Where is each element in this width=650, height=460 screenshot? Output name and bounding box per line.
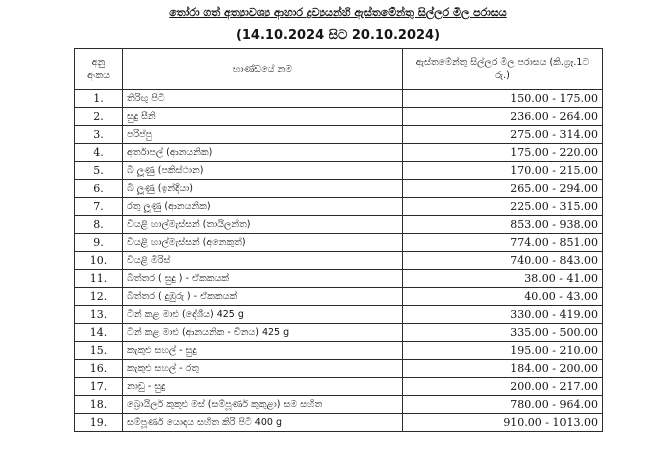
header-serial-number: අනු අංකය xyxy=(75,49,123,90)
table-row xyxy=(75,414,603,432)
item-name: පරිප්පු xyxy=(123,126,403,144)
item-name: සුදු සීනි xyxy=(123,108,403,126)
item-name: බිත්තර ( දුඹුරු ) - ඒකකයක් xyxy=(123,288,403,306)
table-row xyxy=(75,378,603,396)
table-row xyxy=(75,162,603,180)
price-range: 184.00 - 200.00 xyxy=(403,360,603,378)
price-range: 195.00 - 210.00 xyxy=(403,342,603,360)
serial-number: 11. xyxy=(75,270,123,288)
serial-number: 1. xyxy=(75,90,123,108)
price-range: 40.00 - 43.00 xyxy=(403,288,603,306)
serial-number: 12. xyxy=(75,288,123,306)
price-range: 175.00 - 220.00 xyxy=(403,144,603,162)
price-range: 170.00 - 215.00 xyxy=(403,162,603,180)
item-name: රතු ලූණු (ආනයනික) xyxy=(123,198,403,216)
table-header xyxy=(75,49,603,90)
price-range: 774.00 - 851.00 xyxy=(403,234,603,252)
item-name: ටින් කළ මාළු (ආනයනික - චීනය) 425 g xyxy=(123,324,403,342)
table-row xyxy=(75,234,603,252)
price-range: 740.00 - 843.00 xyxy=(403,252,603,270)
serial-number: 17. xyxy=(75,378,123,396)
table-row xyxy=(75,180,603,198)
price-range: 335.00 - 500.00 xyxy=(403,324,603,342)
table-row xyxy=(75,90,603,108)
item-name: නාඩු - සුදු xyxy=(123,378,403,396)
date-period: (14.10.2024 සිට 20.10.2024) xyxy=(235,28,441,43)
price-table xyxy=(74,48,603,432)
item-name: බිත්තර ( සුදු ) - ඒකකයක් xyxy=(123,270,403,288)
table-row xyxy=(75,270,603,288)
header-price-range: ඇස්තමේන්තු සිල්ලර මිල පරාසය (කි.ග්‍රෑ.1ට රු.) xyxy=(403,49,603,90)
serial-number: 16. xyxy=(75,360,123,378)
price-range: 910.00 - 1013.00 xyxy=(403,414,603,432)
table-body xyxy=(75,90,603,432)
price-range: 780.00 - 964.00 xyxy=(403,396,603,414)
table-row xyxy=(75,216,603,234)
table-row xyxy=(75,252,603,270)
price-range: 330.00 - 419.00 xyxy=(403,306,603,324)
serial-number: 6. xyxy=(75,180,123,198)
item-name: බ්‍රොයිලර් කුකුළු මස් (සම්පූර්ණ කුකුළා) සම සහිත xyxy=(123,396,403,414)
header-row xyxy=(75,49,603,90)
table-row xyxy=(75,288,603,306)
document-title: තෝරා ගත් අත්‍යාවශ්‍ය ආහාර ද්‍රව්‍යයන්හි ඇස්තමේන්තු සිල්ලර මිල පරාසය xyxy=(169,6,507,19)
serial-number: 7. xyxy=(75,198,123,216)
header-item-name: භාණ්ඩයේ නම xyxy=(123,49,403,90)
serial-number: 3. xyxy=(75,126,123,144)
price-range: 38.00 - 41.00 xyxy=(403,270,603,288)
price-range: 853.00 - 938.00 xyxy=(403,216,603,234)
item-name: බී ලූණු (ඉන්දියා) xyxy=(123,180,403,198)
table-row xyxy=(75,342,603,360)
table-row xyxy=(75,126,603,144)
price-range: 225.00 - 315.00 xyxy=(403,198,603,216)
serial-number: 15. xyxy=(75,342,123,360)
item-name: අර්තාපල් (ආනයනික) xyxy=(123,144,403,162)
serial-number: 14. xyxy=(75,324,123,342)
table-row xyxy=(75,324,603,342)
table-row xyxy=(75,360,603,378)
item-name: වියළි මිරිස් xyxy=(123,252,403,270)
item-name: වියළි හාල්මැස්සන් (තායිලන්ත) xyxy=(123,216,403,234)
serial-number: 5. xyxy=(75,162,123,180)
item-name: තිරිඟු පිටි xyxy=(123,90,403,108)
serial-number: 9. xyxy=(75,234,123,252)
table-row xyxy=(75,306,603,324)
item-name: කැකුළු සහල් - රතු xyxy=(123,360,403,378)
price-range: 236.00 - 264.00 xyxy=(403,108,603,126)
price-range: 275.00 - 314.00 xyxy=(403,126,603,144)
price-range: 200.00 - 217.00 xyxy=(403,378,603,396)
item-name: සම්පූර්ණ යොදය සහිත කිරි පිටි 400 g xyxy=(123,414,403,432)
item-name: බී ලූණු (පකිස්ථාන) xyxy=(123,162,403,180)
serial-number: 8. xyxy=(75,216,123,234)
item-name: ටින් කළ මාළු (දේශීය) 425 g xyxy=(123,306,403,324)
table-row xyxy=(75,396,603,414)
table-row xyxy=(75,144,603,162)
table-row xyxy=(75,108,603,126)
serial-number: 19. xyxy=(75,414,123,432)
item-name: කැකුළු සහල් - සුදු xyxy=(123,342,403,360)
price-range: 265.00 - 294.00 xyxy=(403,180,603,198)
serial-number: 13. xyxy=(75,306,123,324)
serial-number: 18. xyxy=(75,396,123,414)
price-range: 150.00 - 175.00 xyxy=(403,90,603,108)
serial-number: 10. xyxy=(75,252,123,270)
item-name: වියළි හාල්මැස්සන් (අනෙකුත්) xyxy=(123,234,403,252)
serial-number: 4. xyxy=(75,144,123,162)
serial-number: 2. xyxy=(75,108,123,126)
table-row xyxy=(75,198,603,216)
